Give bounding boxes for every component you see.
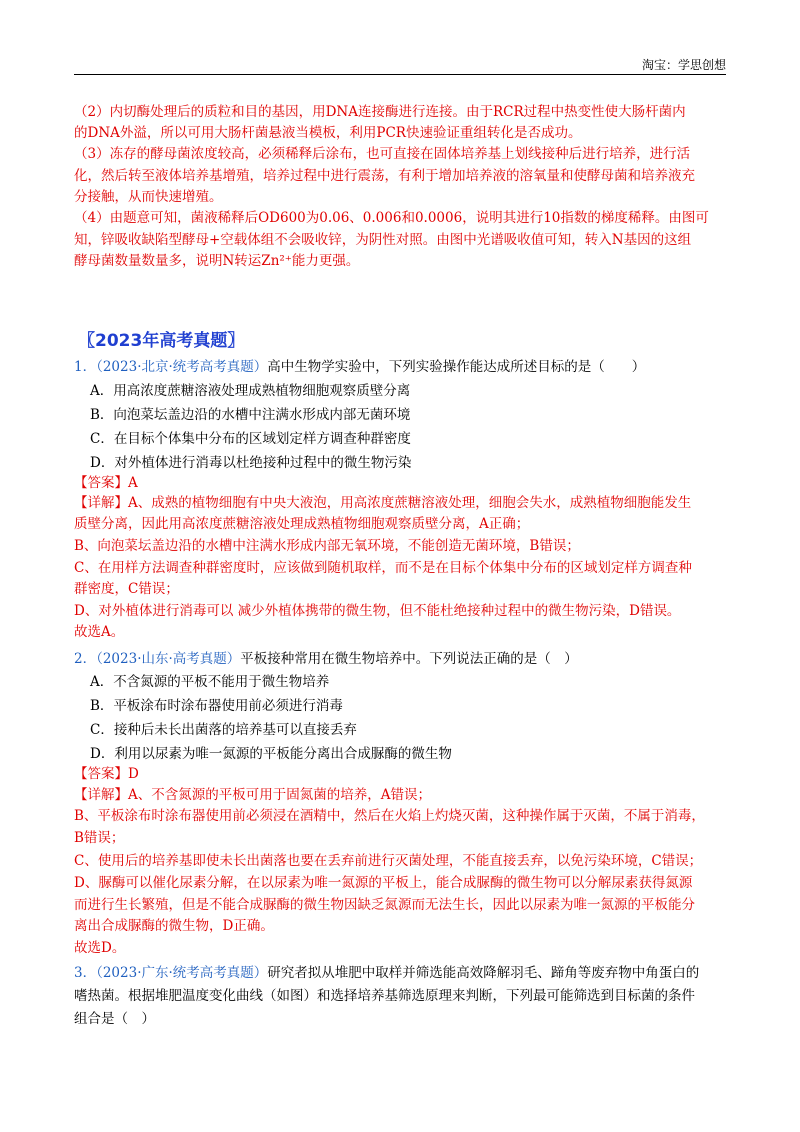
prev-answer-line: 的DNA外溢，所以可用大肠杆菌悬液当模板，利用PCR快速验证重组转化是否成功。: [74, 125, 582, 141]
question-stem-cont: 组合是（ ）: [74, 1011, 155, 1027]
question-source: （2023·广东·统考高考真题）: [96, 965, 268, 981]
explanation-line: B错误；: [74, 830, 125, 846]
question-stem-cont: 嗜热菌。根据堆肥温度变化曲线（如图）和选择培养基筛选原理来判断，下列最可能筛选到目标菌的条件: [74, 988, 695, 1004]
option-d: D．利用以尿素为唯一氮源的平板能分离出合成脲酶的微生物: [90, 746, 452, 762]
explanation-line: 而进行生长繁殖，但是不能合成脲酶的微生物因缺乏氮源而无法生长，因此以尿素为唯一氮源的平板能分: [74, 897, 695, 913]
explanation-line: 离出合成脲酶的微生物，D正确。: [74, 918, 274, 934]
question-3-stem-line: [74, 963, 699, 983]
option-b: B．向泡菜坛盖边沿的水槽中注满水形成内部无菌环境: [90, 407, 411, 423]
explanation-line: 【详解】A、成熟的植物细胞有中央大液泡，用高浓度蔗糖溶液处理，细胞会失水，成熟植物细胞能发生: [74, 495, 692, 511]
prev-answer-line: （4）由题意可知，菌液稀释后OD600为0.06、0.006和0.0006，说明其进行10指数的梯度稀释。由图可: [74, 210, 709, 226]
prev-answer-line: 酵母菌数量数量多，说明N转运Zn²⁺能力更强。: [74, 253, 360, 269]
header-rule: [74, 74, 726, 75]
option-d: D．对外植体进行消毒以杜绝接种过程中的微生物污染: [90, 455, 412, 471]
option-c: C．在目标个体集中分布的区域划定样方调查种群密度: [90, 431, 411, 447]
question-source: （2023·山东·高考真题）: [96, 651, 241, 667]
option-b: B．平板涂布时涂布器使用前必须进行消毒: [90, 698, 343, 714]
explanation-line: 故选D。: [74, 940, 126, 956]
question-stem: 高中生物学实验中，下列实验操作能达成所述目标的是（ ）: [267, 359, 646, 375]
question-number: 2．: [74, 651, 97, 667]
explanation-line: 【详解】A、不含氮源的平板可用于固氮菌的培养，A错误；: [74, 787, 431, 803]
prev-answer-line: （3）冻存的酵母菌浓度较高，必须稀释后涂布，也可直接在固体培养基上划线接种后进行培养，进行活: [74, 146, 691, 162]
explanation-line: D、脲酶可以催化尿素分解，在以尿素为唯一氮源的平板上，能合成脲酶的微生物可以分解尿素获得氮源: [74, 875, 693, 891]
explanation-line: D、对外植体进行消毒可以 减少外植体携带的微生物，但不能杜绝接种过程中的微生物污染，D错误。: [74, 603, 681, 619]
explanation-line: B、向泡菜坛盖边沿的水槽中注满水形成内部无氧环境，不能创造无菌环境，B错误；: [74, 538, 580, 554]
explanation-line: 质壁分离，因此用高浓度蔗糖溶液处理成熟植物细胞观察质壁分离，A正确；: [74, 516, 530, 532]
prev-answer-line: （2）内切酶处理后的质粒和目的基因，用DNA连接酶进行连接。由于RCR过程中热变性使大肠杆菌内: [74, 104, 686, 120]
question-1-stem-line: [74, 357, 645, 377]
explanation-line: C、在用样方法调查种群密度时，应该做到随机取样，而不是在目标个体集中分布的区域划定样方调查种: [74, 560, 692, 576]
option-a: A．用高浓度蔗糖溶液处理成熟植物细胞观察质壁分离: [90, 383, 411, 399]
explanation-line: 故选A。: [74, 624, 125, 640]
question-2-stem-line: [74, 649, 578, 669]
question-number: 3．: [74, 965, 97, 981]
prev-answer-line: 化，然后转至液体培养基增殖，培养过程中进行震荡，有利于增加培养液的溶氧量和使酵母菌和培养液充: [74, 168, 695, 184]
prev-answer-line: 分接触，从而快速增殖。: [74, 189, 223, 205]
page-header-text: 淘宝：学思创想: [641, 58, 726, 72]
explanation-line: B、平板涂布时涂布器使用前必须浸在酒精中，然后在火焰上灼烧灭菌，这种操作属于灭菌，不属于消毒，: [74, 808, 705, 824]
answer-label: 【答案】A: [74, 475, 138, 491]
question-stem: 研究者拟从堆肥中取样并筛选能高效降解羽毛、蹄角等废弃物中角蛋白的: [267, 965, 700, 981]
option-a: A．不含氮源的平板不能用于微生物培养: [90, 674, 330, 690]
question-number: 1．: [74, 359, 97, 375]
answer-label: 【答案】D: [74, 766, 139, 782]
explanation-line: 群密度，C错误；: [74, 581, 179, 597]
prev-answer-line: 知，锌吸收缺陷型酵母+空载体组不会吸收锌，为阴性对照。由图中光谱吸收值可知，转入N基因的这组: [74, 232, 692, 248]
option-c: C．接种后未长出菌落的培养基可以直接丢弃: [90, 722, 357, 738]
explanation-line: C、使用后的培养基即使未长出菌落也要在丢弃前进行灭菌处理，不能直接丢弃，以免污染环境，C错误；: [74, 853, 703, 869]
section-title: 〖2023年高考真题〗: [78, 331, 245, 351]
question-source: （2023·北京·统考高考真题）: [96, 359, 268, 375]
question-stem: 平板接种常用在微生物培养中。下列说法正确的是（ ）: [240, 651, 578, 667]
